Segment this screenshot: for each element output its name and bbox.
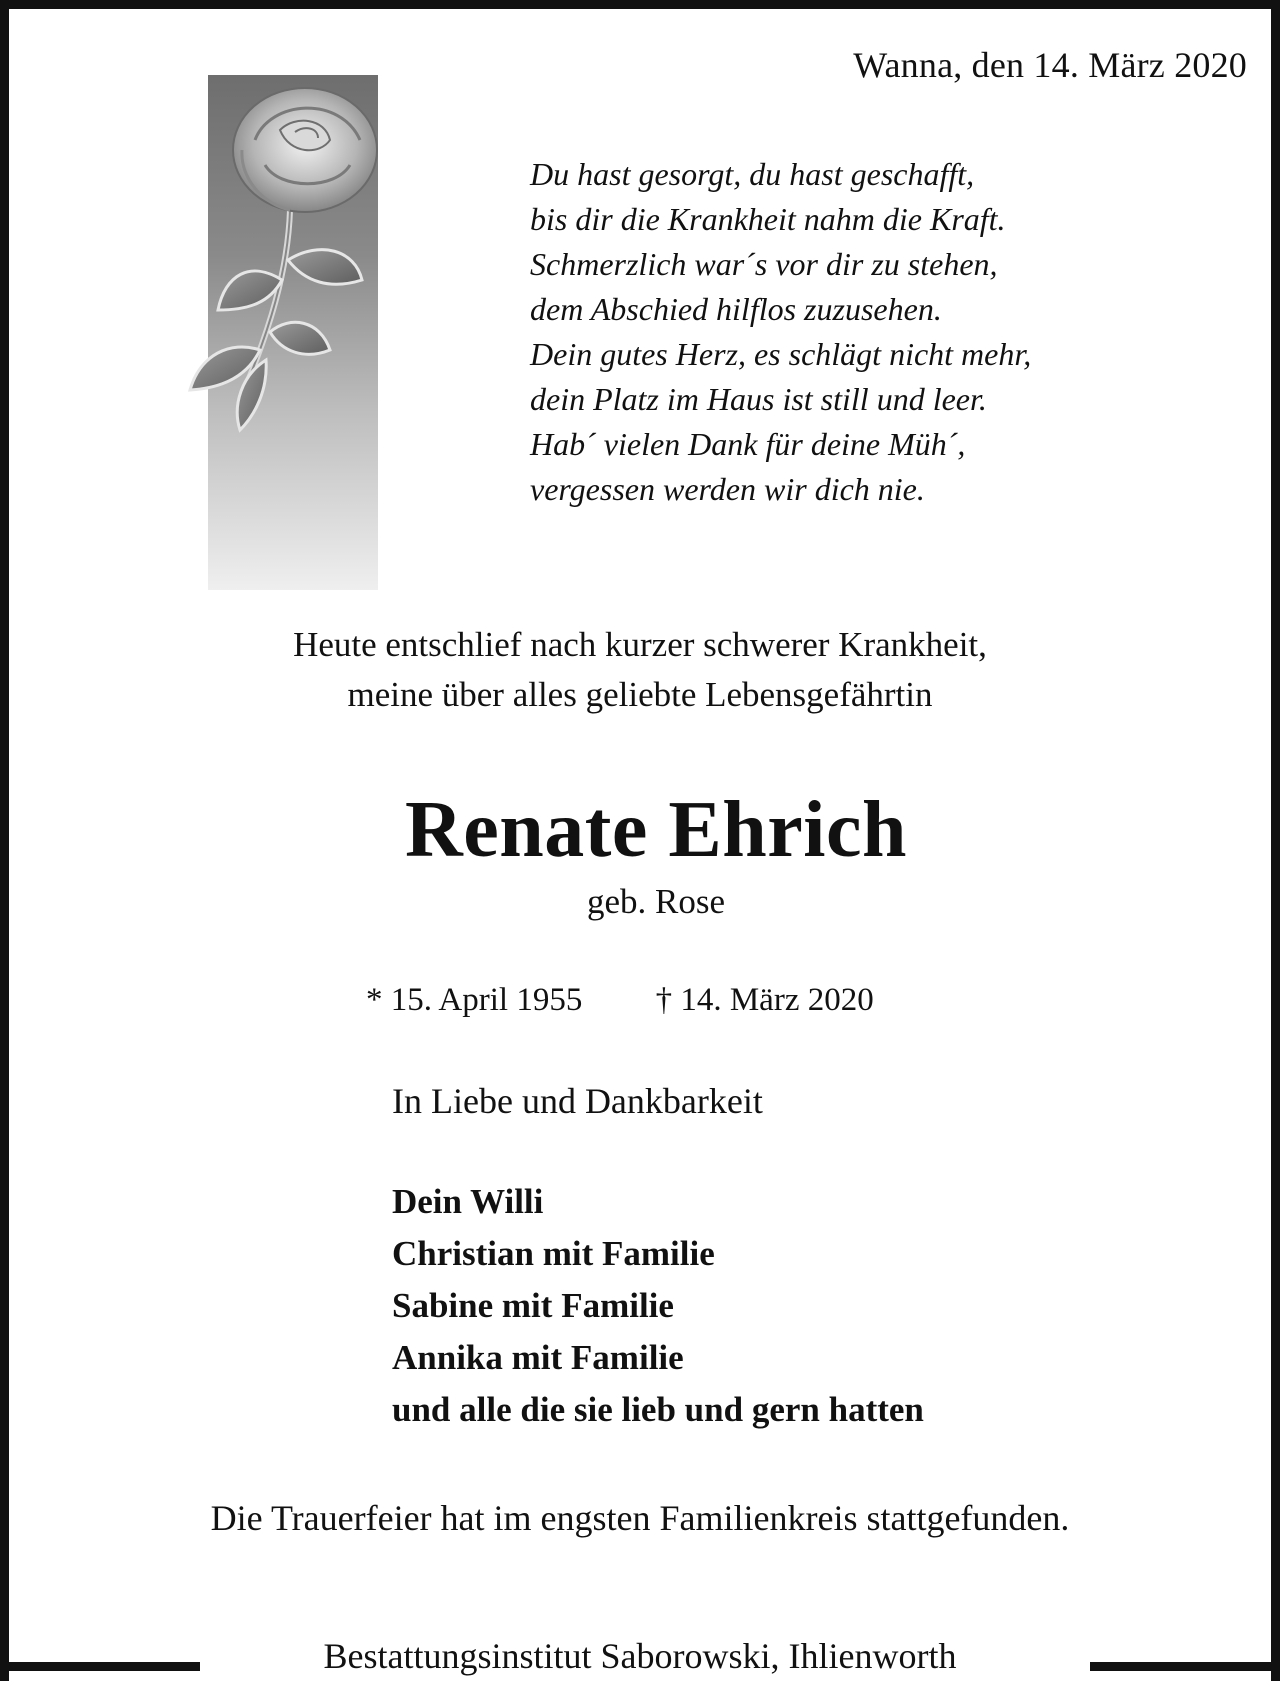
- poem-line: Hab´ vielen Dank für deine Müh´,: [530, 426, 966, 462]
- birth-date: * 15. April 1955: [366, 982, 583, 1018]
- deceased-name: Renate Ehrich: [404, 786, 907, 874]
- ceremony-note: Die Trauerfeier hat im engsten Familienkreis stattgefunden.: [210, 1498, 1070, 1538]
- maiden-name: geb. Rose: [586, 882, 726, 921]
- mourner: Dein Willi: [392, 1182, 544, 1221]
- poem-line: Dein gutes Herz, es schlägt nicht mehr,: [530, 336, 1032, 372]
- funeral-home-name: Bestattungsinstitut Saborowski, Ihlienworth: [310, 1636, 971, 1676]
- poem: [530, 152, 1031, 512]
- border-top: [0, 0, 1280, 9]
- poem-line: Schmerzlich war´s vor dir zu stehen,: [530, 246, 998, 282]
- poem-line: Du hast gesorgt, du hast geschafft,: [530, 156, 975, 192]
- life-dates: [366, 982, 874, 1019]
- rose-icon: [170, 70, 430, 450]
- poem-line: dein Platz im Haus ist still und leer.: [530, 381, 987, 417]
- intro-line-2: meine über alles geliebte Lebensgefährtin: [347, 675, 933, 714]
- death-date: † 14. März 2020: [655, 982, 874, 1018]
- intro-line-1: Heute entschlief nach kurzer schwerer Krankheit,: [293, 625, 987, 664]
- place-date: Wanna, den 14. März 2020: [853, 45, 1247, 85]
- funeral-home-footer: [0, 1635, 1280, 1677]
- mourner: Christian mit Familie: [392, 1234, 715, 1273]
- intro-text: [0, 620, 1280, 720]
- mourners-list: [392, 1176, 924, 1436]
- mourner: Sabine mit Familie: [392, 1286, 674, 1325]
- poem-line: vergessen werden wir dich nie.: [530, 471, 925, 507]
- mourner: und alle die sie lieb und gern hatten: [392, 1390, 924, 1429]
- poem-line: bis dir die Krankheit nahm die Kraft.: [530, 201, 1006, 237]
- poem-line: dem Abschied hilflos zuzusehen.: [530, 291, 942, 327]
- mourner: Annika mit Familie: [392, 1338, 684, 1377]
- love-line: In Liebe und Dankbarkeit: [392, 1081, 763, 1121]
